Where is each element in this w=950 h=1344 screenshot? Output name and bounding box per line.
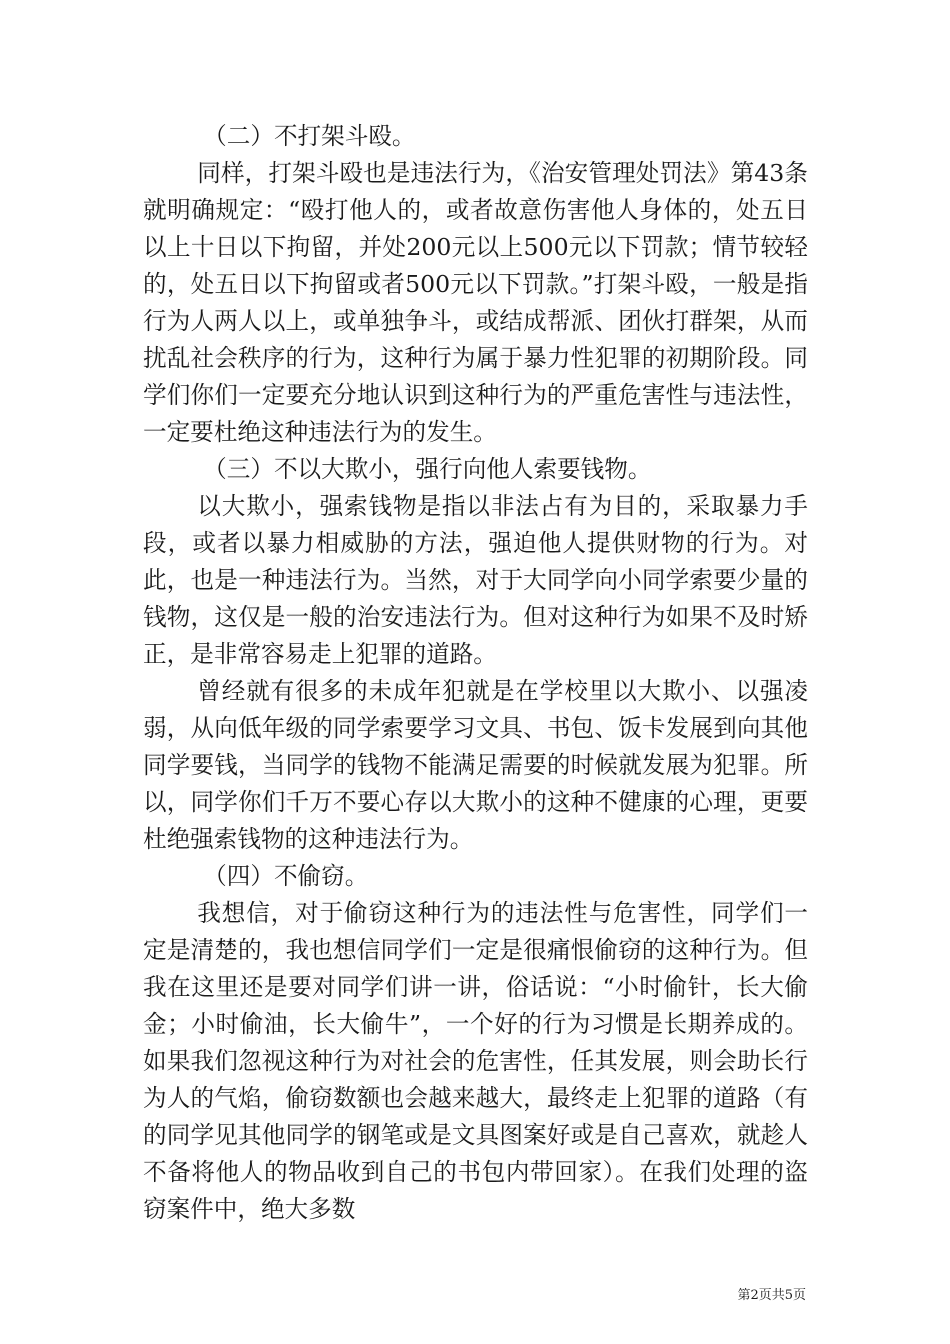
paragraph-fighting: 同样，打架斗殴也是违法行为，《治安管理处罚法》第43条就明确规定：“殴打他人的，或者故意伤害他人身体的，处五日以上十日以下拘留，并处200元以上500元以下罚款；情节较轻的，处五日以下拘留或者500元以下罚款。”打架斗殴，一般是指行为人两人以上，或单独争斗，或结成帮派、团伙打群架，从而扰乱社会秩序的行为，这种行为属于暴力性犯罪的初期阶段。同学们你们一定要充分地认识到这种行为的严重危害性与违法性，一定要杜绝这种违法行为的发生。 — [143, 159, 808, 446]
page-number: 第2页共5页 — [737, 1288, 806, 1303]
section-heading-3: （三）不以大欺小，强行向他人索要钱物。 — [203, 455, 652, 483]
paragraph-extortion: 以大欺小，强索钱物是指以非法占有为目的，采取暴力手段，或者以暴力相威胁的方法，强迫他人提供财物的行为。对此，也是一种违法行为。当然，对于大同学向小同学索要少量的钱物，这仅是一般的治安违法行为。但对这种行为如果不及时矫正，是非常容易走上犯罪的道路。 — [143, 492, 808, 668]
section-heading-2: （二）不打架斗殴。 — [203, 122, 416, 150]
paragraph-juvenile-cases: 曾经就有很多的未成年犯就是在学校里以大欺小、以强凌弱，从向低年级的同学索要学习文具、书包、饭卡发展到向其他同学要钱，当同学的钱物不能满足需要的时候就发展为犯罪。所以，同学你们千万不要心存以大欺小的这种不健康的心理，更要杜绝强索钱物的这种违法行为。 — [143, 677, 808, 853]
paragraph-theft: 我想信，对于偷窃这种行为的违法性与危害性，同学们一定是清楚的，我也想信同学们一定是很痛恨偷窃的这种行为。但我在这里还是要对同学们讲一讲，俗话说：“小时偷针，长大偷金；小时偷油，长大偷牛”，一个好的行为习惯是长期养成的。如果我们忽视这种行为对社会的危害性，任其发展，则会助长行为人的气焰，偷窃数额也会越来越大，最终走上犯罪的道路（有的同学见其他同学的钢笔或是文具图案好或是自己喜欢，就趁人不备将他人的物品收到自己的书包内带回家）。在我们处理的盗窃案件中，绝大多数 — [143, 899, 808, 1223]
document-body — [143, 118, 808, 1228]
section-heading-4: （四）不偷窃。 — [203, 862, 369, 890]
